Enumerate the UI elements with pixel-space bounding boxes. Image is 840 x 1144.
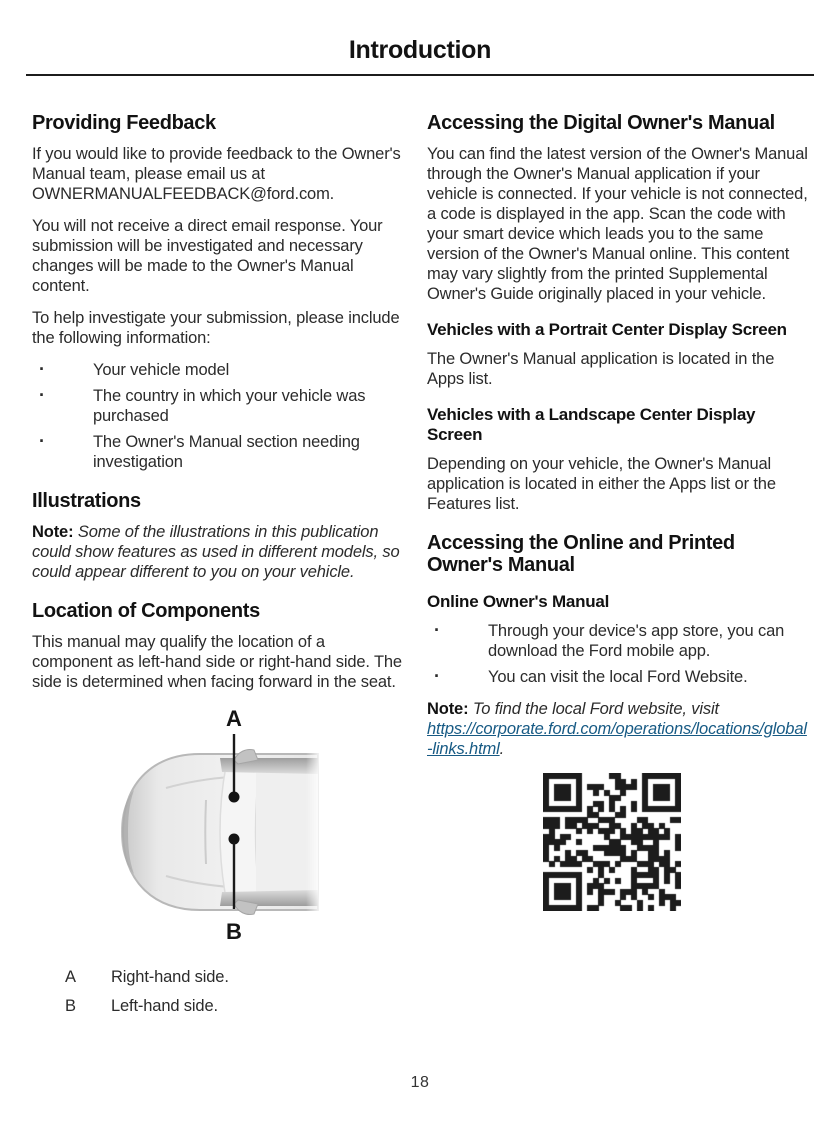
feedback-paragraph-2: You will not receive a direct email response. Your submission will be investigated and necessary changes will be made to the Owner's Manual content. bbox=[32, 217, 383, 295]
list-item bbox=[427, 621, 812, 661]
list-item-text: Through your device's app store, you can download the Ford mobile app. bbox=[488, 622, 785, 660]
list-item-text: Your vehicle model bbox=[93, 361, 230, 379]
note-text: Some of the illustrations in this publication could show features as used in different models, so could appear different to you on your vehicle. bbox=[32, 523, 400, 581]
heading-providing-feedback: Providing Feedback bbox=[32, 112, 216, 134]
location-paragraph: This manual may qualify the location of a component as left-hand side or right-hand side. The side is determined when facing forward in the seat. bbox=[32, 633, 402, 691]
ford-website-link[interactable]: https://corporate.ford.com/operations/locations/global-links.html bbox=[427, 720, 807, 758]
digital-paragraph: You can find the latest version of the Owner's Manual through the Owner's Manual application if your vehicle is connected. If your vehicle is not connected, a code is displayed in the app. Scan the code with your smart device which leads you to the same version of the Owner's Manual online. This content may vary slightly from the printed Supplemental Owner's Guide originally placed in your vehicle. bbox=[427, 145, 808, 303]
heading-landscape-display: Vehicles with a Landscape Center Display Screen bbox=[427, 405, 756, 444]
heading-online-owners-manual: Online Owner's Manual bbox=[427, 592, 610, 611]
online-note bbox=[427, 699, 812, 759]
left-column bbox=[32, 112, 404, 1025]
legend-value: Right-hand side. bbox=[111, 968, 229, 986]
heading-accessing-digital: Accessing the Digital Owner's Manual bbox=[427, 112, 775, 134]
callout-a-label: A bbox=[226, 706, 242, 731]
legend-row bbox=[65, 996, 404, 1016]
car-body bbox=[121, 748, 322, 916]
heading-accessing-online-printed: Accessing the Online and Printed Owner's Manual bbox=[427, 532, 735, 576]
page-number: 18 bbox=[410, 1074, 430, 1091]
list-item-text: The Owner's Manual section needing investigation bbox=[93, 433, 360, 471]
callout-b-label: B bbox=[226, 919, 242, 944]
landscape-paragraph: Depending on your vehicle, the Owner's Manual application is located in either the Apps list or the Features list. bbox=[427, 455, 776, 513]
qr-code bbox=[543, 773, 681, 911]
page-footer bbox=[0, 1074, 840, 1092]
legend-row bbox=[65, 967, 404, 987]
page-title: Introduction bbox=[348, 36, 492, 64]
list-item bbox=[32, 432, 404, 472]
car-top-view-figure bbox=[88, 704, 390, 951]
list-item bbox=[32, 386, 404, 426]
heading-illustrations: Illustrations bbox=[32, 490, 141, 512]
feedback-paragraph-1: If you would like to provide feedback to the Owner's Manual team, please email us at OWNERMANUALFEEDBACK@ford.com. bbox=[32, 145, 401, 203]
callout-a-dot bbox=[229, 792, 240, 803]
note-text: To find the local Ford website, visit bbox=[472, 700, 719, 718]
legend-key: B bbox=[65, 997, 76, 1015]
feedback-paragraph-3: To help investigate your submission, please include the following information: bbox=[32, 309, 400, 347]
list-item bbox=[32, 360, 404, 380]
list-item bbox=[427, 667, 812, 687]
page-header bbox=[0, 0, 840, 76]
qr-code-container bbox=[543, 773, 812, 911]
heading-portrait-display: Vehicles with a Portrait Center Display Screen bbox=[427, 320, 787, 339]
figure-legend bbox=[65, 967, 404, 1016]
online-manual-list bbox=[427, 621, 812, 687]
note-label: Note: bbox=[427, 700, 469, 718]
car-top-view-illustration bbox=[88, 704, 390, 946]
illustrations-note bbox=[32, 522, 404, 582]
list-item-text: You can visit the local Ford Website. bbox=[488, 668, 748, 686]
feedback-info-list bbox=[32, 360, 404, 472]
note-label: Note: bbox=[32, 523, 74, 541]
legend-value: Left-hand side. bbox=[111, 997, 218, 1015]
heading-location-of-components: Location of Components bbox=[32, 600, 260, 622]
list-item-text: The country in which your vehicle was purchased bbox=[93, 387, 366, 425]
legend-key: A bbox=[65, 968, 76, 986]
right-column bbox=[427, 112, 812, 1025]
portrait-paragraph: The Owner's Manual application is located in the Apps list. bbox=[427, 350, 775, 388]
content-columns bbox=[0, 76, 840, 1025]
note-suffix: . bbox=[499, 740, 505, 758]
